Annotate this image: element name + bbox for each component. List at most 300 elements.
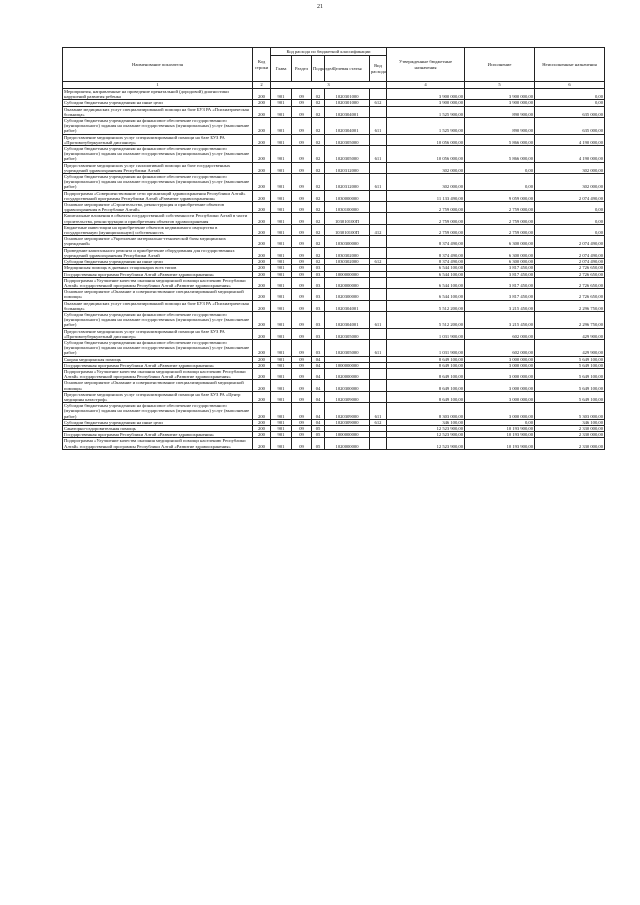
cell-code: 200 [253, 213, 271, 224]
cell-vid [370, 236, 387, 247]
cell-razdel: 09 [292, 300, 312, 311]
cell-glava: 901 [271, 362, 292, 368]
cell-podrazdel: 03 [312, 289, 325, 300]
cell-vid: 611 [370, 339, 387, 356]
cell-approved: 6 544 100,00 [387, 271, 465, 277]
cell-target: 1030000000 [325, 190, 370, 201]
cell-glava: 901 [271, 419, 292, 425]
cell-vid [370, 106, 387, 117]
cell-name: Мероприятия, направленные на проведение пренатальной (дородовой) диагностики нарушений развития ребенка [63, 89, 253, 100]
cell-glava: 901 [271, 190, 292, 201]
cell-code: 200 [253, 174, 271, 191]
cell-approved: 2 759 000,00 [387, 224, 465, 235]
table-row [63, 247, 605, 258]
cell-glava: 901 [271, 224, 292, 235]
cell-execution: 0,00 [465, 162, 535, 173]
cell-unexecuted: 0,00 [535, 89, 605, 100]
cell-approved: 8 374 490,00 [387, 259, 465, 265]
cell-glava: 901 [271, 162, 292, 173]
table-row [63, 224, 605, 235]
cell-razdel: 09 [292, 190, 312, 201]
cell-name: Государственная программа Республики Алтай «Развитие здравоохранения» [63, 362, 253, 368]
table-row [63, 368, 605, 379]
cell-target: 1020312000 [325, 162, 370, 173]
table-row [63, 311, 605, 328]
cell-approved: 5 512 200,00 [387, 311, 465, 328]
cell-razdel: 09 [292, 432, 312, 438]
cell-razdel: 09 [292, 328, 312, 339]
table-row [63, 134, 605, 145]
cell-execution: 5 866 000,00 [465, 146, 535, 163]
table-row [63, 236, 605, 247]
cell-code: 200 [253, 438, 271, 449]
cell-execution: 3 215 450,00 [465, 311, 535, 328]
cell-vid [370, 289, 387, 300]
cell-execution: 5 866 000,00 [465, 134, 535, 145]
cell-glava: 901 [271, 311, 292, 328]
cell-razdel: 09 [292, 265, 312, 271]
cell-razdel: 09 [292, 224, 312, 235]
table-row [63, 391, 605, 402]
cell-glava: 901 [271, 265, 292, 271]
cell-razdel: 09 [292, 368, 312, 379]
header-code: Код строки [253, 48, 271, 82]
cell-vid: 611 [370, 118, 387, 135]
cell-execution: 3 000 000,00 [465, 368, 535, 379]
cell-glava: 901 [271, 438, 292, 449]
cell-execution: 6 300 000,00 [465, 247, 535, 258]
cell-code: 200 [253, 106, 271, 117]
cell-name: Бюджетные инвестиции на приобретение объектов недвижимого имущества в государственную (муниципальную) собственность [63, 224, 253, 235]
cell-glava: 901 [271, 368, 292, 379]
cell-approved: 3 900 000,00 [387, 100, 465, 106]
cell-unexecuted: 5 649 100,00 [535, 391, 605, 402]
cell-podrazdel: 02 [312, 174, 325, 191]
cell-glava: 901 [271, 356, 292, 362]
cell-execution: 3 000 000,00 [465, 362, 535, 368]
cell-target: 1020304001 [325, 300, 370, 311]
header-unexecuted: Неисполненные назначения [535, 48, 605, 82]
column-number: 6 [535, 82, 605, 89]
table-row [63, 146, 605, 163]
cell-vid: 612 [370, 100, 387, 106]
cell-podrazdel: 03 [312, 300, 325, 311]
cell-razdel: 09 [292, 391, 312, 402]
cell-unexecuted: 0,00 [535, 100, 605, 106]
cell-code: 200 [253, 391, 271, 402]
cell-glava: 901 [271, 328, 292, 339]
cell-execution: 2 759 000,00 [465, 213, 535, 224]
cell-razdel: 09 [292, 162, 312, 173]
cell-name: Подпрограмма «Улучшение качества оказания медицинской помощи населению Республики Алтай» государственной программы Республики Алтай «Развитие здравоохранения» [63, 277, 253, 288]
cell-target: 1020000000 [325, 277, 370, 288]
cell-approved: 12 523 900,00 [387, 425, 465, 431]
cell-name: Субсидии бюджетным учреждениям на финансовое обеспечение государственного (муниципального) задания на оказание государственных (муниципальных) услуг (выполнение работ) [63, 339, 253, 356]
cell-razdel: 09 [292, 106, 312, 117]
cell-unexecuted: 2 296 750,00 [535, 311, 605, 328]
cell-podrazdel: 02 [312, 259, 325, 265]
cell-name: Предоставление медицинских услуг паллиативной помощи на базе государственных учреждений здравоохранения Республики Алтай [63, 162, 253, 173]
cell-glava: 901 [271, 289, 292, 300]
cell-execution: 3 817 450,00 [465, 271, 535, 277]
cell-vid [370, 202, 387, 213]
cell-execution: 890 900,00 [465, 118, 535, 135]
cell-podrazdel: 02 [312, 236, 325, 247]
cell-vid [370, 380, 387, 391]
cell-vid [370, 134, 387, 145]
cell-approved: 3 900 000,00 [387, 89, 465, 100]
header-classification: Код расхода по бюджетной классификации [271, 48, 387, 56]
cell-glava: 901 [271, 391, 292, 402]
cell-name: Подпрограмма «Совершенствование сети организаций здравоохранения Республики Алтай» государственной программы Республики Алтай «Развитие здравоохранения» [63, 190, 253, 201]
cell-vid: 412 [370, 224, 387, 235]
cell-approved: 2 759 000,00 [387, 213, 465, 224]
cell-vid: 611 [370, 403, 387, 420]
cell-approved: 10 056 000,00 [387, 146, 465, 163]
cell-razdel: 09 [292, 277, 312, 288]
cell-execution: 3 000 000,00 [465, 356, 535, 362]
cell-glava: 901 [271, 146, 292, 163]
cell-name: Субсидии бюджетным учреждениям на финансовое обеспечение государственного (муниципального) задания на оказание государственных (муниципальных) услуг (выполнение работ) [63, 311, 253, 328]
cell-execution: 3 817 450,00 [465, 265, 535, 271]
cell-code: 200 [253, 265, 271, 271]
cell-glava: 901 [271, 118, 292, 135]
table-row [63, 300, 605, 311]
cell-podrazdel: 02 [312, 118, 325, 135]
cell-razdel: 09 [292, 403, 312, 420]
cell-glava: 901 [271, 89, 292, 100]
cell-unexecuted: 635 000,00 [535, 118, 605, 135]
cell-code: 200 [253, 236, 271, 247]
cell-approved: 8 649 100,00 [387, 368, 465, 379]
cell-approved: 1 525 900,00 [387, 106, 465, 117]
cell-razdel: 09 [292, 146, 312, 163]
cell-approved: 12 523 900,00 [387, 438, 465, 449]
cell-approved: 1 525 900,00 [387, 118, 465, 135]
table-row [63, 190, 605, 201]
table-row [63, 106, 605, 117]
cell-name: Капитальные вложения в объекты государственной собственности Республики Алтай в части строительства, реконструкции и приобретения объектов здравоохранения [63, 213, 253, 224]
cell-unexecuted: 429 900,00 [535, 328, 605, 339]
cell-target: 1020300000 [325, 380, 370, 391]
cell-podrazdel: 02 [312, 89, 325, 100]
cell-approved: 1 031 900,00 [387, 339, 465, 356]
cell-razdel: 09 [292, 271, 312, 277]
cell-name: Государственная программа Республики Алтай «Развитие здравоохранения» [63, 271, 253, 277]
cell-unexecuted: 2 726 650,00 [535, 277, 605, 288]
cell-podrazdel: 03 [312, 277, 325, 288]
cell-code: 200 [253, 289, 271, 300]
header-target: Целевая статья [325, 56, 370, 82]
cell-target: 1020301000 [325, 89, 370, 100]
cell-code: 200 [253, 425, 271, 431]
cell-execution: 3 900 000,00 [465, 89, 535, 100]
cell-podrazdel: 04 [312, 391, 325, 402]
cell-name: Медицинская помощь в дневных стационарах всех типов [63, 265, 253, 271]
cell-unexecuted: 2 330 000,00 [535, 438, 605, 449]
cell-glava: 901 [271, 247, 292, 258]
column-number: 5 [465, 82, 535, 89]
cell-name: Подпрограмма «Улучшение качества оказания медицинской помощи населению Республики Алтай» государственной программы Республики Алтай «Развитие здравоохранения» [63, 438, 253, 449]
cell-approved: 12 523 900,00 [387, 432, 465, 438]
cell-approved: 8 374 490,00 [387, 236, 465, 247]
cell-code: 200 [253, 311, 271, 328]
cell-name: Субсидии бюджетным учреждениям на финансовое обеспечение государственного (муниципального) задания на оказание государственных (муниципальных) услуг (выполнение работ) [63, 174, 253, 191]
cell-execution: 9 059 000,00 [465, 190, 535, 201]
cell-execution: 890 900,00 [465, 106, 535, 117]
cell-razdel: 09 [292, 362, 312, 368]
cell-unexecuted: 0,00 [535, 213, 605, 224]
cell-podrazdel: 02 [312, 106, 325, 117]
header-glava: Глава [271, 56, 292, 82]
cell-name: Основное мероприятие «Укрепление материально-технической базы медицинских учреждений» [63, 236, 253, 247]
cell-name: Основное мероприятие «Оказание и совершенствование специализированной медицинской помощи» [63, 289, 253, 300]
cell-execution: 0,00 [465, 419, 535, 425]
cell-target: 1020305000 [325, 328, 370, 339]
cell-podrazdel: 02 [312, 100, 325, 106]
cell-target: 103010100П [325, 213, 370, 224]
header-name: Наименование показателя [63, 48, 253, 82]
cell-code: 200 [253, 89, 271, 100]
cell-razdel: 09 [292, 419, 312, 425]
cell-podrazdel: 02 [312, 213, 325, 224]
cell-podrazdel: 05 [312, 432, 325, 438]
cell-execution: 6 300 000,00 [465, 236, 535, 247]
cell-name: Субсидии бюджетным учреждениям на финансовое обеспечение государственного (муниципального) задания на оказание государственных (муниципальных) услуг (выполнение работ) [63, 403, 253, 420]
cell-approved: 302 000,00 [387, 162, 465, 173]
cell-podrazdel: 03 [312, 328, 325, 339]
header-execution: Исполнение [465, 48, 535, 82]
cell-unexecuted: 346 100,00 [535, 419, 605, 425]
cell-code: 200 [253, 162, 271, 173]
cell-approved: 8 303 000,00 [387, 403, 465, 420]
cell-glava: 901 [271, 259, 292, 265]
cell-target: 1020305000 [325, 146, 370, 163]
cell-execution: 0,00 [465, 174, 535, 191]
cell-name: Санаторно-оздоровительная помощь [63, 425, 253, 431]
cell-approved: 1 031 900,00 [387, 328, 465, 339]
cell-podrazdel: 02 [312, 146, 325, 163]
table-row [63, 118, 605, 135]
cell-code: 200 [253, 118, 271, 135]
cell-glava: 901 [271, 380, 292, 391]
cell-name: Государственная программа Республики Алтай «Развитие здравоохранения» [63, 432, 253, 438]
cell-glava: 901 [271, 174, 292, 191]
cell-execution: 602 000,00 [465, 328, 535, 339]
cell-code: 200 [253, 403, 271, 420]
cell-razdel: 09 [292, 259, 312, 265]
cell-code: 200 [253, 259, 271, 265]
cell-approved: 6 544 100,00 [387, 277, 465, 288]
cell-podrazdel: 04 [312, 403, 325, 420]
cell-code: 200 [253, 300, 271, 311]
cell-unexecuted: 635 000,00 [535, 106, 605, 117]
cell-razdel: 09 [292, 438, 312, 449]
cell-razdel: 09 [292, 134, 312, 145]
cell-glava: 901 [271, 213, 292, 224]
cell-podrazdel: 02 [312, 247, 325, 258]
cell-name: Подпрограмма «Улучшение качества оказания медицинской помощи населению Республики Алтай» государственной программы Республики Алтай «Развитие здравоохранения» [63, 368, 253, 379]
cell-podrazdel: 02 [312, 134, 325, 145]
cell-glava: 901 [271, 106, 292, 117]
cell-vid [370, 438, 387, 449]
cell-target: 1030302000 [325, 259, 370, 265]
cell-unexecuted: 2 726 650,00 [535, 265, 605, 271]
cell-approved: 6 544 100,00 [387, 265, 465, 271]
cell-code: 200 [253, 224, 271, 235]
cell-unexecuted: 5 649 100,00 [535, 356, 605, 362]
cell-vid [370, 247, 387, 258]
cell-unexecuted: 429 900,00 [535, 339, 605, 356]
cell-code: 200 [253, 356, 271, 362]
cell-execution: 3 000 000,00 [465, 380, 535, 391]
cell-vid: 612 [370, 419, 387, 425]
cell-approved: 8 649 100,00 [387, 362, 465, 368]
cell-code: 200 [253, 202, 271, 213]
cell-unexecuted: 5 303 000,00 [535, 403, 605, 420]
cell-code: 200 [253, 247, 271, 258]
cell-target: 103010100П [325, 224, 370, 235]
cell-vid [370, 300, 387, 311]
cell-podrazdel: 04 [312, 419, 325, 425]
cell-razdel: 09 [292, 311, 312, 328]
cell-unexecuted: 5 649 100,00 [535, 362, 605, 368]
table-row [63, 89, 605, 100]
cell-target: 1020301000 [325, 100, 370, 106]
cell-razdel: 09 [292, 380, 312, 391]
cell-code: 200 [253, 134, 271, 145]
cell-code: 200 [253, 100, 271, 106]
cell-glava: 901 [271, 277, 292, 288]
cell-target: 1020304001 [325, 106, 370, 117]
cell-podrazdel: 02 [312, 224, 325, 235]
cell-target: 1020304001 [325, 311, 370, 328]
cell-approved: 8 649 100,00 [387, 391, 465, 402]
cell-approved: 346 100,00 [387, 419, 465, 425]
cell-vid: 611 [370, 311, 387, 328]
cell-vid [370, 328, 387, 339]
cell-razdel: 09 [292, 339, 312, 356]
cell-approved: 8 374 490,00 [387, 247, 465, 258]
cell-glava: 901 [271, 432, 292, 438]
table-row [63, 328, 605, 339]
table-row [63, 438, 605, 449]
cell-name: Субсидии бюджетным учреждениям на финансовое обеспечение государственного (муниципального) задания на оказание государственных (муниципальных) услуг (выполнение работ) [63, 118, 253, 135]
cell-execution: 6 300 000,00 [465, 259, 535, 265]
cell-approved: 8 649 100,00 [387, 380, 465, 391]
cell-target: 1020309000 [325, 391, 370, 402]
cell-razdel: 09 [292, 247, 312, 258]
header-podrazdel: Подраздел [312, 56, 325, 82]
table-row [63, 403, 605, 420]
cell-target: 1020309000 [325, 419, 370, 425]
cell-unexecuted: 2 074 490,00 [535, 247, 605, 258]
cell-target: 1030302000 [325, 247, 370, 258]
cell-execution: 10 193 900,00 [465, 425, 535, 431]
cell-razdel: 09 [292, 356, 312, 362]
page-number: 21 [317, 4, 323, 10]
cell-vid [370, 277, 387, 288]
cell-target: 1020000000 [325, 438, 370, 449]
cell-approved: 10 056 000,00 [387, 134, 465, 145]
cell-execution: 10 193 900,00 [465, 432, 535, 438]
cell-name: Проведение капитального ремонта и приобретение оборудования для государственных учреждений здравоохранения Республики Алтай [63, 247, 253, 258]
cell-execution: 2 759 000,00 [465, 224, 535, 235]
cell-code: 200 [253, 271, 271, 277]
cell-name: Основное мероприятие «Строительство, реконструкция и приобретение объектов здравоохранения в Республике Алтай» [63, 202, 253, 213]
cell-code: 200 [253, 339, 271, 356]
cell-execution: 3 900 000,00 [465, 100, 535, 106]
cell-target: 1000000000 [325, 271, 370, 277]
cell-podrazdel: 03 [312, 271, 325, 277]
cell-name: Оказание медицинских услуг специализированной помощи на базе БУЗ РА «Психиатрическая больница» [63, 106, 253, 117]
cell-podrazdel: 03 [312, 265, 325, 271]
cell-name: Скорая медицинская помощь [63, 356, 253, 362]
column-number: 4 [387, 82, 465, 89]
cell-podrazdel: 04 [312, 362, 325, 368]
cell-glava: 901 [271, 300, 292, 311]
cell-vid [370, 162, 387, 173]
cell-unexecuted: 302 000,00 [535, 174, 605, 191]
cell-execution: 3 817 450,00 [465, 289, 535, 300]
cell-vid: 611 [370, 146, 387, 163]
cell-unexecuted: 2 074 490,00 [535, 236, 605, 247]
table-row [63, 380, 605, 391]
cell-target: 1020305000 [325, 134, 370, 145]
header-razdel: Раздел [292, 56, 312, 82]
cell-razdel: 09 [292, 202, 312, 213]
column-number: 2 [253, 82, 271, 89]
cell-vid [370, 190, 387, 201]
cell-razdel: 09 [292, 89, 312, 100]
cell-approved: 5 512 200,00 [387, 300, 465, 311]
cell-podrazdel: 03 [312, 339, 325, 356]
table-row [63, 289, 605, 300]
cell-unexecuted: 2 074 490,00 [535, 259, 605, 265]
cell-podrazdel: 05 [312, 438, 325, 449]
cell-vid: 611 [370, 174, 387, 191]
cell-approved: 8 649 100,00 [387, 356, 465, 362]
column-number: 3 [271, 82, 387, 89]
cell-razdel: 09 [292, 289, 312, 300]
cell-vid [370, 89, 387, 100]
cell-name: Субсидии бюджетным учреждениям на иные цели [63, 100, 253, 106]
header-approved: Утвержденные бюджетные назначения [387, 48, 465, 82]
cell-code: 200 [253, 190, 271, 201]
cell-unexecuted: 2 330 000,00 [535, 432, 605, 438]
cell-podrazdel: 05 [312, 425, 325, 431]
cell-approved: 302 000,00 [387, 174, 465, 191]
cell-approved: 6 544 100,00 [387, 289, 465, 300]
table-row [63, 202, 605, 213]
cell-razdel: 09 [292, 118, 312, 135]
cell-name: Субсидии бюджетным учреждениям на иные цели [63, 419, 253, 425]
cell-unexecuted: 2 726 650,00 [535, 271, 605, 277]
cell-code: 200 [253, 368, 271, 379]
cell-execution: 3 817 450,00 [465, 277, 535, 288]
cell-target: 1020300000 [325, 289, 370, 300]
cell-approved: 2 759 000,00 [387, 202, 465, 213]
table-row [63, 174, 605, 191]
cell-unexecuted: 2 074 490,00 [535, 190, 605, 201]
cell-glava: 901 [271, 100, 292, 106]
cell-code: 200 [253, 277, 271, 288]
cell-target: 1020305000 [325, 339, 370, 356]
cell-unexecuted: 2 296 750,00 [535, 300, 605, 311]
cell-glava: 901 [271, 236, 292, 247]
cell-name: Предоставление медицинских услуг специализированной помощи на базе БУЗ РА «Противотуберкулезный диспансер» [63, 134, 253, 145]
cell-target: 1020309000 [325, 403, 370, 420]
